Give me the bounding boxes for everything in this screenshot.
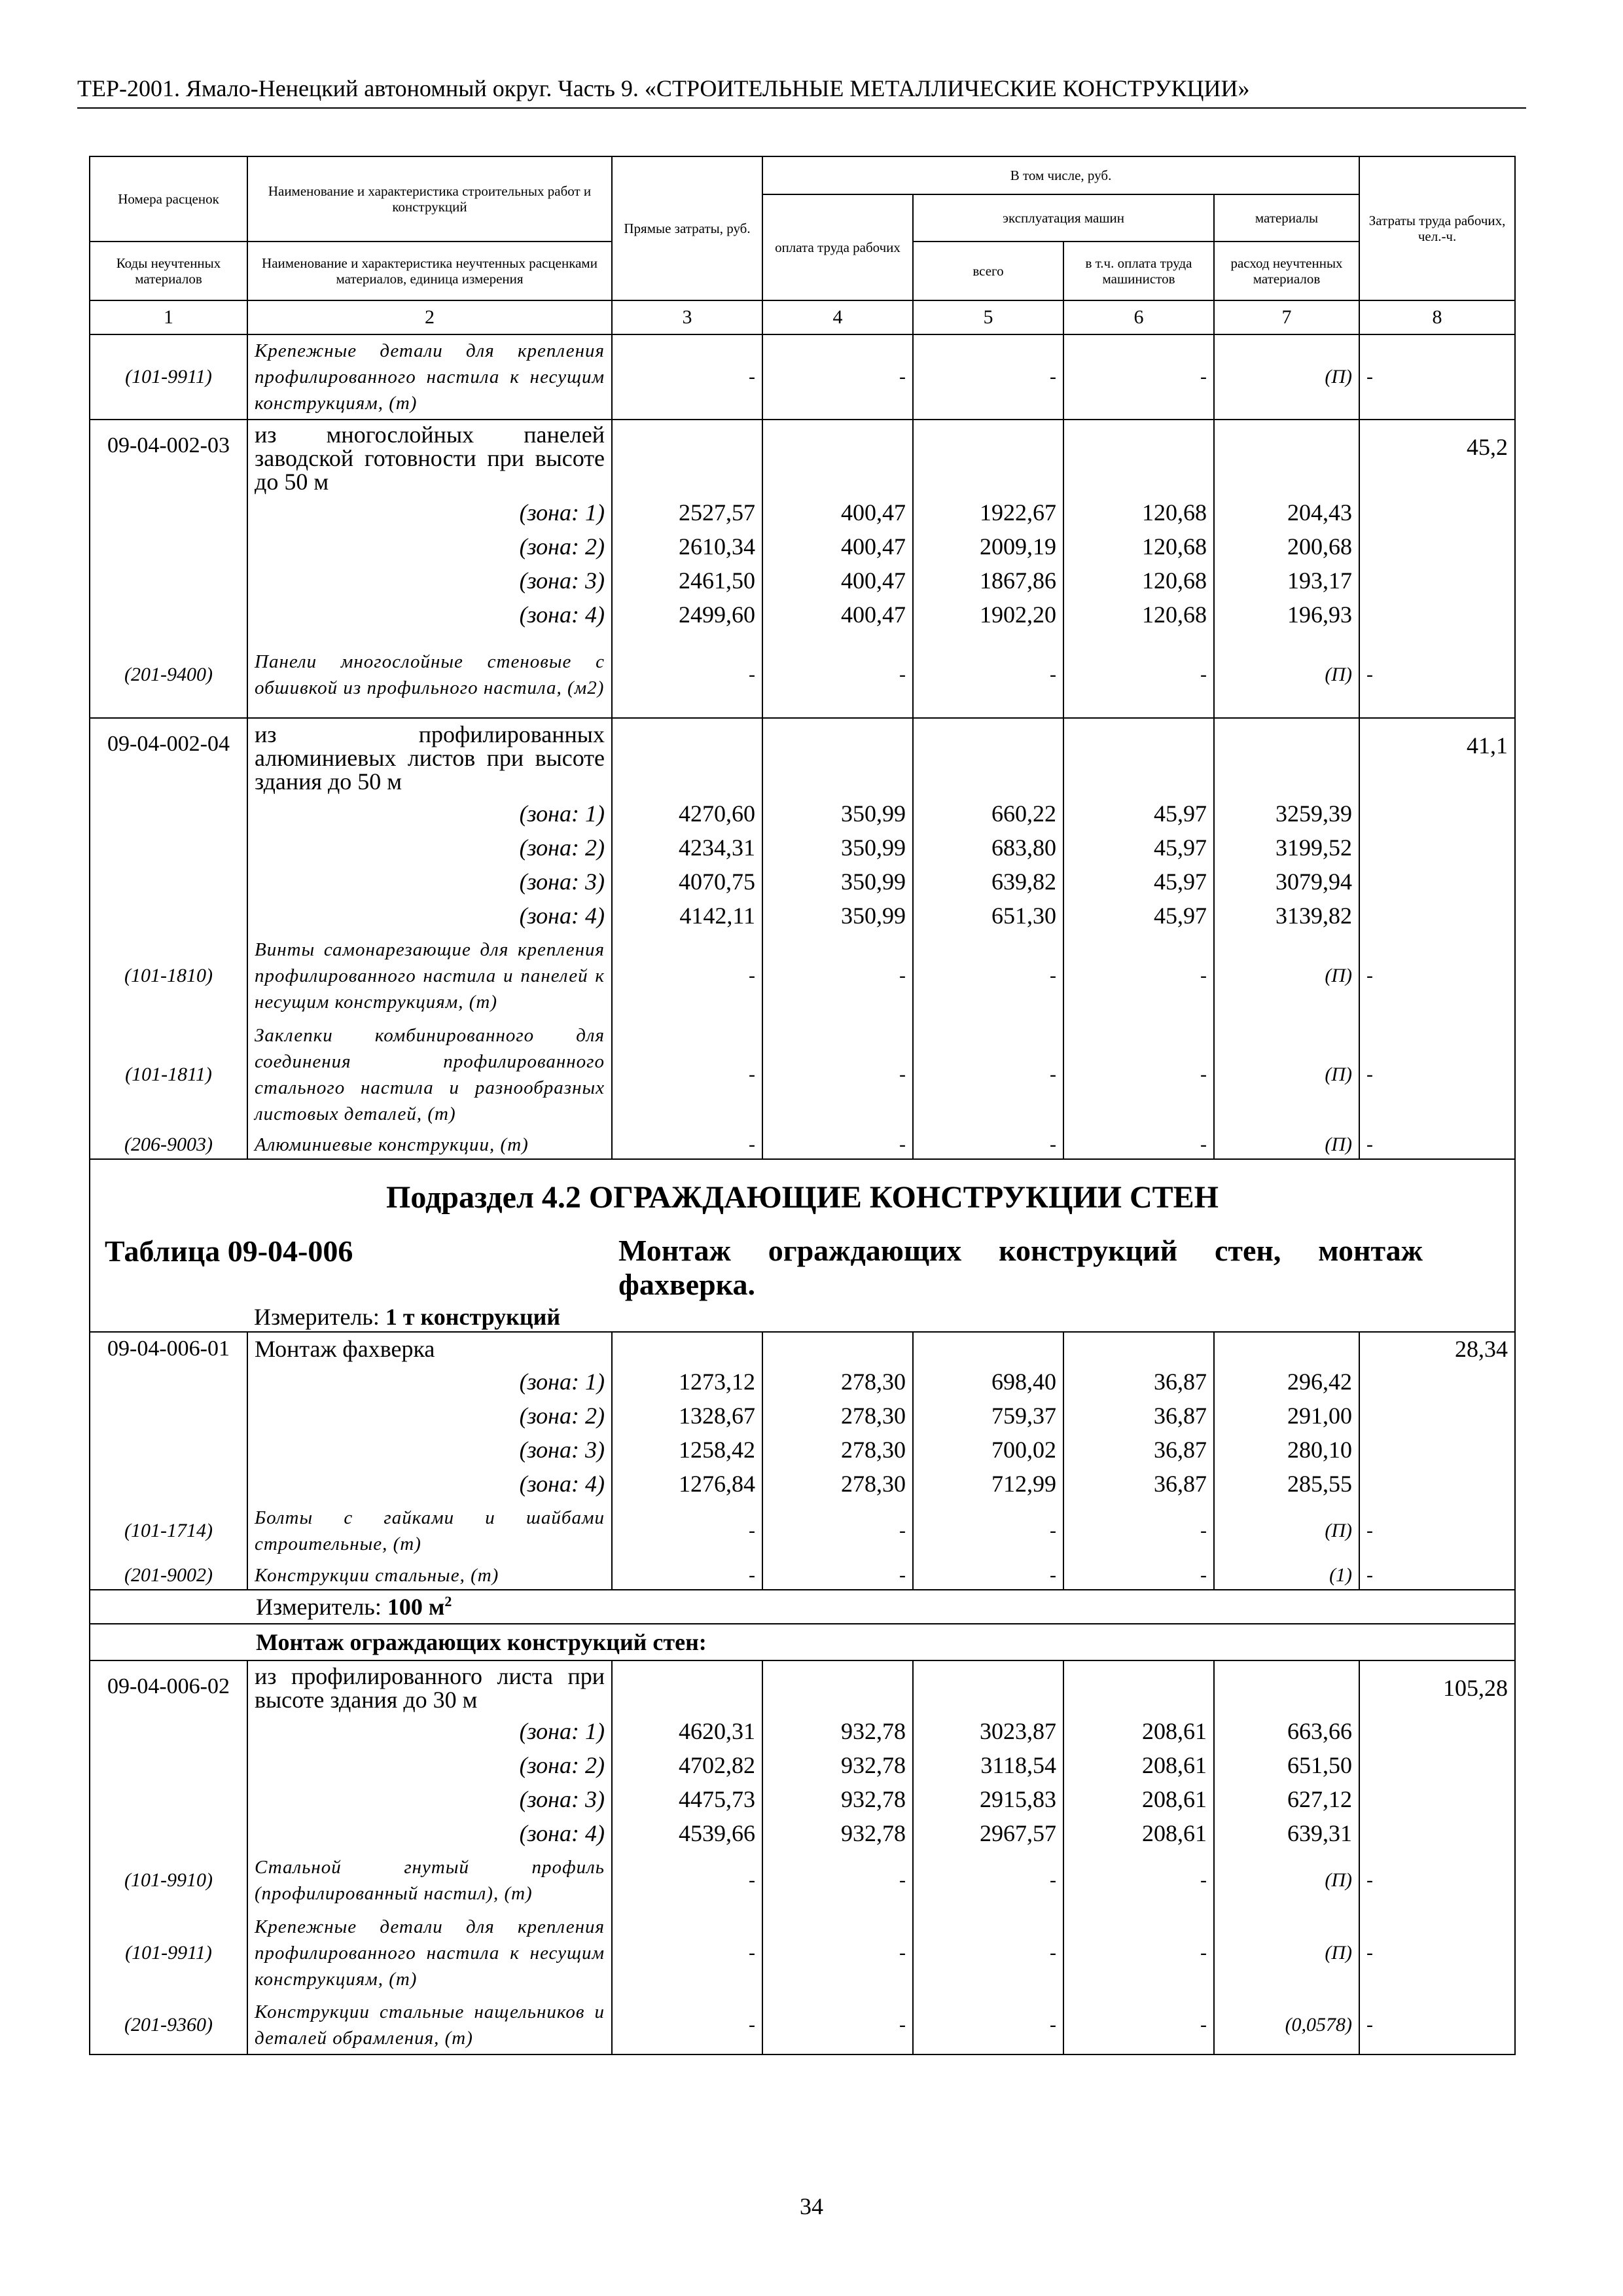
dash-cell: - [1359, 1850, 1515, 1910]
page-header: ТЕР-2001. Ямало-Ненецкий автономный округ. Часть 9. «СТРОИТЕЛЬНЫЕ МЕТАЛЛИЧЕСКИЕ КОНСТРУКЦИИ» [77, 73, 1526, 109]
value-cell: 932,78 [762, 1816, 913, 1850]
value-cell: 651,50 [1214, 1748, 1359, 1782]
dash-cell: - [612, 632, 762, 718]
dash-cell: - [1063, 1130, 1214, 1159]
value-cell: 120,68 [1063, 495, 1214, 529]
zone-row [90, 564, 1515, 598]
value-cell: 698,40 [913, 1365, 1063, 1399]
measure-unit: Измеритель: 1 т конструкций [247, 1302, 1515, 1332]
col-number: 4 [762, 300, 913, 334]
rate-row [90, 718, 1515, 797]
value-cell: 932,78 [762, 1714, 913, 1748]
material-name: Болты с гайками и шайбами строительные, (т) [247, 1501, 612, 1561]
price-table [89, 156, 1516, 2055]
value-cell: 36,87 [1063, 1467, 1214, 1501]
machines-header: эксплуатация машин [913, 194, 1214, 242]
rate-row [90, 420, 1515, 495]
value-cell: 3259,39 [1214, 797, 1359, 831]
dash-cell: - [1359, 1910, 1515, 1996]
col-number: 6 [1063, 300, 1214, 334]
dash-cell: - [913, 1019, 1063, 1130]
col6-header: в т.ч. оплата труда машинистов [1063, 242, 1214, 300]
value-cell: 208,61 [1063, 1782, 1214, 1816]
table-label: Таблица 09-04-006 [90, 1222, 612, 1302]
material-name: Панели многослойные стеновые с обшивкой из профильного настила, (м2) [247, 632, 612, 718]
material-name: Винты самонарезающие для крепления профилированного настила и панелей к несущим конструкциям, (т) [247, 933, 612, 1019]
value-cell: 651,30 [913, 899, 1063, 933]
dash-cell: - [1063, 1910, 1214, 1996]
value-cell: 278,30 [762, 1365, 913, 1399]
dash-cell: - [612, 1850, 762, 1910]
value-cell: 120,68 [1063, 598, 1214, 632]
value-cell: 193,17 [1214, 564, 1359, 598]
value-cell: 663,66 [1214, 1714, 1359, 1748]
material-row [90, 1130, 1515, 1159]
value-cell: 660,22 [913, 797, 1063, 831]
group-title: Монтаж ограждающих конструкций стен: [90, 1624, 1515, 1660]
value-cell: 1922,67 [913, 495, 1063, 529]
value-cell: 4620,31 [612, 1714, 762, 1748]
value-cell: 278,30 [762, 1433, 913, 1467]
zone-label: (зона: 3) [247, 1782, 612, 1816]
dash-cell: - [762, 1561, 913, 1590]
value-cell: 120,68 [1063, 564, 1214, 598]
dash-cell: - [762, 334, 913, 420]
dash-cell: - [612, 1996, 762, 2054]
rate-title: Монтаж фахверка [247, 1332, 612, 1365]
subsection-title: Подраздел 4.2 ОГРАЖДАЮЩИЕ КОНСТРУКЦИИ СТЕН [90, 1159, 1515, 1222]
zone-row [90, 831, 1515, 865]
value-cell: 3023,87 [913, 1714, 1063, 1748]
material-name: Стальной гнутый профиль (профилированный настил), (т) [247, 1850, 612, 1910]
dash-cell: - [612, 1501, 762, 1561]
col-number: 1 [90, 300, 247, 334]
rate-row [90, 1660, 1515, 1714]
dash-cell: - [612, 1019, 762, 1130]
labor-cost: 105,28 [1359, 1660, 1515, 1714]
col-number: 8 [1359, 300, 1515, 334]
material-qty: (П) [1214, 334, 1359, 420]
value-cell: 2610,34 [612, 529, 762, 564]
zone-label: (зона: 1) [247, 797, 612, 831]
group-row [90, 1624, 1515, 1660]
value-cell: 400,47 [762, 495, 913, 529]
material-name: Алюминиевые конструкции, (т) [247, 1130, 612, 1159]
value-cell: 639,31 [1214, 1816, 1359, 1850]
rate-title: из профилированного листа при высоте здания до 30 м [247, 1660, 612, 1714]
material-row [90, 1501, 1515, 1561]
dash-cell: - [612, 933, 762, 1019]
dash-cell: - [1063, 1019, 1214, 1130]
value-cell: 4142,11 [612, 899, 762, 933]
value-cell: 3139,82 [1214, 899, 1359, 933]
value-cell: 1258,42 [612, 1433, 762, 1467]
labor-cost: 45,2 [1359, 420, 1515, 495]
value-cell: 2499,60 [612, 598, 762, 632]
zone-row [90, 1782, 1515, 1816]
dash-cell: - [762, 1130, 913, 1159]
value-cell: 932,78 [762, 1782, 913, 1816]
zone-row [90, 865, 1515, 899]
col4-header: оплата труда рабочих [762, 194, 913, 300]
material-code: (101-1811) [90, 1019, 247, 1130]
zone-row [90, 797, 1515, 831]
dash-cell: - [1359, 1501, 1515, 1561]
materials-header: материалы [1214, 194, 1359, 242]
value-cell: 627,12 [1214, 1782, 1359, 1816]
dash-cell: - [762, 1501, 913, 1561]
dash-cell: - [1063, 1850, 1214, 1910]
dash-cell: - [762, 1850, 913, 1910]
zone-label: (зона: 4) [247, 598, 612, 632]
zone-row [90, 1714, 1515, 1748]
dash-cell: - [762, 1019, 913, 1130]
zone-label: (зона: 4) [247, 1816, 612, 1850]
material-row [90, 1996, 1515, 2054]
material-row [90, 632, 1515, 718]
value-cell: 36,87 [1063, 1365, 1214, 1399]
zone-row [90, 495, 1515, 529]
value-cell: 2527,57 [612, 495, 762, 529]
dash-cell: - [913, 1850, 1063, 1910]
rate-code: 09-04-006-01 [90, 1332, 247, 1365]
measure-unit: Измеритель: 100 $м^2$ [90, 1590, 1515, 1624]
zone-label: (зона: 1) [247, 1714, 612, 1748]
material-code: (201-9360) [90, 1996, 247, 2054]
material-row [90, 1850, 1515, 1910]
dash-cell: - [913, 334, 1063, 420]
material-code: (101-1810) [90, 933, 247, 1019]
value-cell: 4539,66 [612, 1816, 762, 1850]
zone-label: (зона: 3) [247, 865, 612, 899]
measure-row [90, 1302, 1515, 1332]
zone-label: (зона: 2) [247, 1399, 612, 1433]
dash-cell: - [1063, 632, 1214, 718]
dash-cell: - [1063, 334, 1214, 420]
value-cell: 759,37 [913, 1399, 1063, 1433]
price-table-frame [89, 156, 1514, 2055]
dash-cell: - [913, 1910, 1063, 1996]
labor-cost: 41,1 [1359, 718, 1515, 797]
dash-cell: - [762, 632, 913, 718]
value-cell: 196,93 [1214, 598, 1359, 632]
material-qty: (П) [1214, 1130, 1359, 1159]
table-title-row [90, 1222, 1515, 1302]
material-name: Крепежные детали для крепления профилированного настила к несущим конструкциям, (т) [247, 334, 612, 420]
zone-label: (зона: 4) [247, 1467, 612, 1501]
dash-cell: - [1359, 334, 1515, 420]
material-name: Заклепки комбинированного для соединения профилированного стального настила и разнообразных листовых деталей, (т) [247, 1019, 612, 1130]
value-cell: 2461,50 [612, 564, 762, 598]
value-cell: 350,99 [762, 899, 913, 933]
value-cell: 4270,60 [612, 797, 762, 831]
value-cell: 45,97 [1063, 797, 1214, 831]
material-row [90, 334, 1515, 420]
dash-cell: - [1063, 1561, 1214, 1590]
column-numbers-row [90, 300, 1515, 334]
zone-label: (зона: 2) [247, 1748, 612, 1782]
material-qty: (П) [1214, 1501, 1359, 1561]
material-row [90, 933, 1515, 1019]
material-code: (201-9400) [90, 632, 247, 718]
material-qty: (П) [1214, 1910, 1359, 1996]
zone-row [90, 1399, 1515, 1433]
col1-top-header: Номера расценок [90, 156, 247, 242]
dash-cell: - [913, 1561, 1063, 1590]
value-cell: 4475,73 [612, 1782, 762, 1816]
material-code: (201-9002) [90, 1561, 247, 1590]
zone-label: (зона: 2) [247, 529, 612, 564]
rate-code: 09-04-002-04 [90, 718, 247, 797]
value-cell: 350,99 [762, 797, 913, 831]
material-row [90, 1910, 1515, 1996]
dash-cell: - [612, 1910, 762, 1996]
col-number: 2 [247, 300, 612, 334]
dash-cell: - [762, 1996, 913, 2054]
value-cell: 350,99 [762, 831, 913, 865]
col-number: 5 [913, 300, 1063, 334]
col1-bottom-header: Коды неучтенных материалов [90, 242, 247, 300]
zone-row [90, 1748, 1515, 1782]
zone-label: (зона: 1) [247, 495, 612, 529]
value-cell: 280,10 [1214, 1433, 1359, 1467]
material-qty: (П) [1214, 1019, 1359, 1130]
dash-cell: - [913, 1501, 1063, 1561]
value-cell: 400,47 [762, 529, 913, 564]
value-cell: 4234,31 [612, 831, 762, 865]
material-row [90, 1561, 1515, 1590]
zone-row [90, 1365, 1515, 1399]
dash-cell: - [762, 933, 913, 1019]
dash-cell: - [1063, 1501, 1214, 1561]
measure-row [90, 1590, 1515, 1624]
material-qty: (П) [1214, 933, 1359, 1019]
value-cell: 208,61 [1063, 1748, 1214, 1782]
zone-label: (зона: 3) [247, 564, 612, 598]
value-cell: 208,61 [1063, 1714, 1214, 1748]
value-cell: 1276,84 [612, 1467, 762, 1501]
value-cell: 208,61 [1063, 1816, 1214, 1850]
col-number: 7 [1214, 300, 1359, 334]
value-cell: 204,43 [1214, 495, 1359, 529]
value-cell: 400,47 [762, 598, 913, 632]
dash-cell: - [913, 632, 1063, 718]
zone-label: (зона: 4) [247, 899, 612, 933]
value-cell: 120,68 [1063, 529, 1214, 564]
dash-cell: - [913, 1130, 1063, 1159]
value-cell: 4702,82 [612, 1748, 762, 1782]
dash-cell: - [1359, 1996, 1515, 2054]
rate-code: 09-04-002-03 [90, 420, 247, 495]
material-row [90, 1019, 1515, 1130]
zone-row [90, 529, 1515, 564]
col5-header: всего [913, 242, 1063, 300]
material-code: (101-9911) [90, 334, 247, 420]
dash-cell: - [913, 1996, 1063, 2054]
zone-row [90, 1433, 1515, 1467]
dash-cell: - [1063, 933, 1214, 1019]
zone-label: (зона: 2) [247, 831, 612, 865]
value-cell: 2967,57 [913, 1816, 1063, 1850]
material-name: Конструкции стальные нащельников и деталей обрамления, (т) [247, 1996, 612, 2054]
value-cell: 1867,86 [913, 564, 1063, 598]
col2-top-header: Наименование и характеристика строительных работ и конструкций [247, 156, 612, 242]
dash-cell: - [913, 933, 1063, 1019]
material-code: (101-9911) [90, 1910, 247, 1996]
rate-row [90, 1332, 1515, 1365]
value-cell: 3079,94 [1214, 865, 1359, 899]
material-code: (206-9003) [90, 1130, 247, 1159]
col2-bottom-header: Наименование и характеристика неучтенных расценками материалов, единица измерения [247, 242, 612, 300]
dash-cell: - [1359, 1019, 1515, 1130]
value-cell: 4070,75 [612, 865, 762, 899]
col-number: 3 [612, 300, 762, 334]
material-qty: (0,0578) [1214, 1996, 1359, 2054]
value-cell: 683,80 [913, 831, 1063, 865]
material-code: (101-9910) [90, 1850, 247, 1910]
col3-header: Прямые затраты, руб. [612, 156, 762, 300]
zone-label: (зона: 3) [247, 1433, 612, 1467]
value-cell: 350,99 [762, 865, 913, 899]
value-cell: 932,78 [762, 1748, 913, 1782]
value-cell: 400,47 [762, 564, 913, 598]
labor-cost: 28,34 [1359, 1332, 1515, 1365]
material-name: Крепежные детали для крепления профилированного настила к несущим конструкциям, (т) [247, 1910, 612, 1996]
value-cell: 1273,12 [612, 1365, 762, 1399]
value-cell: 1328,67 [612, 1399, 762, 1433]
value-cell: 291,00 [1214, 1399, 1359, 1433]
value-cell: 45,97 [1063, 899, 1214, 933]
zone-row [90, 1816, 1515, 1850]
dash-cell: - [1359, 1130, 1515, 1159]
col7-header: расход неучтенных материалов [1214, 242, 1359, 300]
zone-row [90, 1467, 1515, 1501]
value-cell: 3199,52 [1214, 831, 1359, 865]
zone-label: (зона: 1) [247, 1365, 612, 1399]
value-cell: 278,30 [762, 1467, 913, 1501]
value-cell: 700,02 [913, 1433, 1063, 1467]
table-title: Монтаж ограждающих конструкций стен, монтаж фахверка. [612, 1222, 1515, 1302]
dash-cell: - [1359, 1561, 1515, 1590]
value-cell: 639,82 [913, 865, 1063, 899]
material-code: (101-1714) [90, 1501, 247, 1561]
material-qty: (П) [1214, 632, 1359, 718]
dash-cell: - [612, 334, 762, 420]
incl-header: В том числе, руб. [762, 156, 1359, 194]
material-name: Конструкции стальные, (т) [247, 1561, 612, 1590]
zone-row [90, 899, 1515, 933]
dash-cell: - [762, 1910, 913, 1996]
value-cell: 45,97 [1063, 865, 1214, 899]
value-cell: 45,97 [1063, 831, 1214, 865]
dash-cell: - [1359, 632, 1515, 718]
dash-cell: - [612, 1130, 762, 1159]
material-qty: (П) [1214, 1850, 1359, 1910]
dash-cell: - [1359, 933, 1515, 1019]
material-qty: (1) [1214, 1561, 1359, 1590]
rate-code: 09-04-006-02 [90, 1660, 247, 1714]
value-cell: 278,30 [762, 1399, 913, 1433]
value-cell: 296,42 [1214, 1365, 1359, 1399]
value-cell: 2009,19 [913, 529, 1063, 564]
value-cell: 2915,83 [913, 1782, 1063, 1816]
value-cell: 3118,54 [913, 1748, 1063, 1782]
value-cell: 200,68 [1214, 529, 1359, 564]
value-cell: 285,55 [1214, 1467, 1359, 1501]
rate-title: из многослойных панелей заводской готовности при высоте до 50 м [247, 420, 612, 495]
zone-row [90, 598, 1515, 632]
value-cell: 36,87 [1063, 1399, 1214, 1433]
value-cell: 712,99 [913, 1467, 1063, 1501]
dash-cell: - [1063, 1996, 1214, 2054]
page-number: 34 [800, 2193, 823, 2219]
dash-cell: - [612, 1561, 762, 1590]
rate-title: из профилированных алюминиевых листов при высоте здания до 50 м [247, 718, 612, 797]
value-cell: 36,87 [1063, 1433, 1214, 1467]
subsection-row [90, 1159, 1515, 1222]
col8-header: Затраты труда рабочих, чел.-ч. [1359, 156, 1515, 300]
value-cell: 1902,20 [913, 598, 1063, 632]
